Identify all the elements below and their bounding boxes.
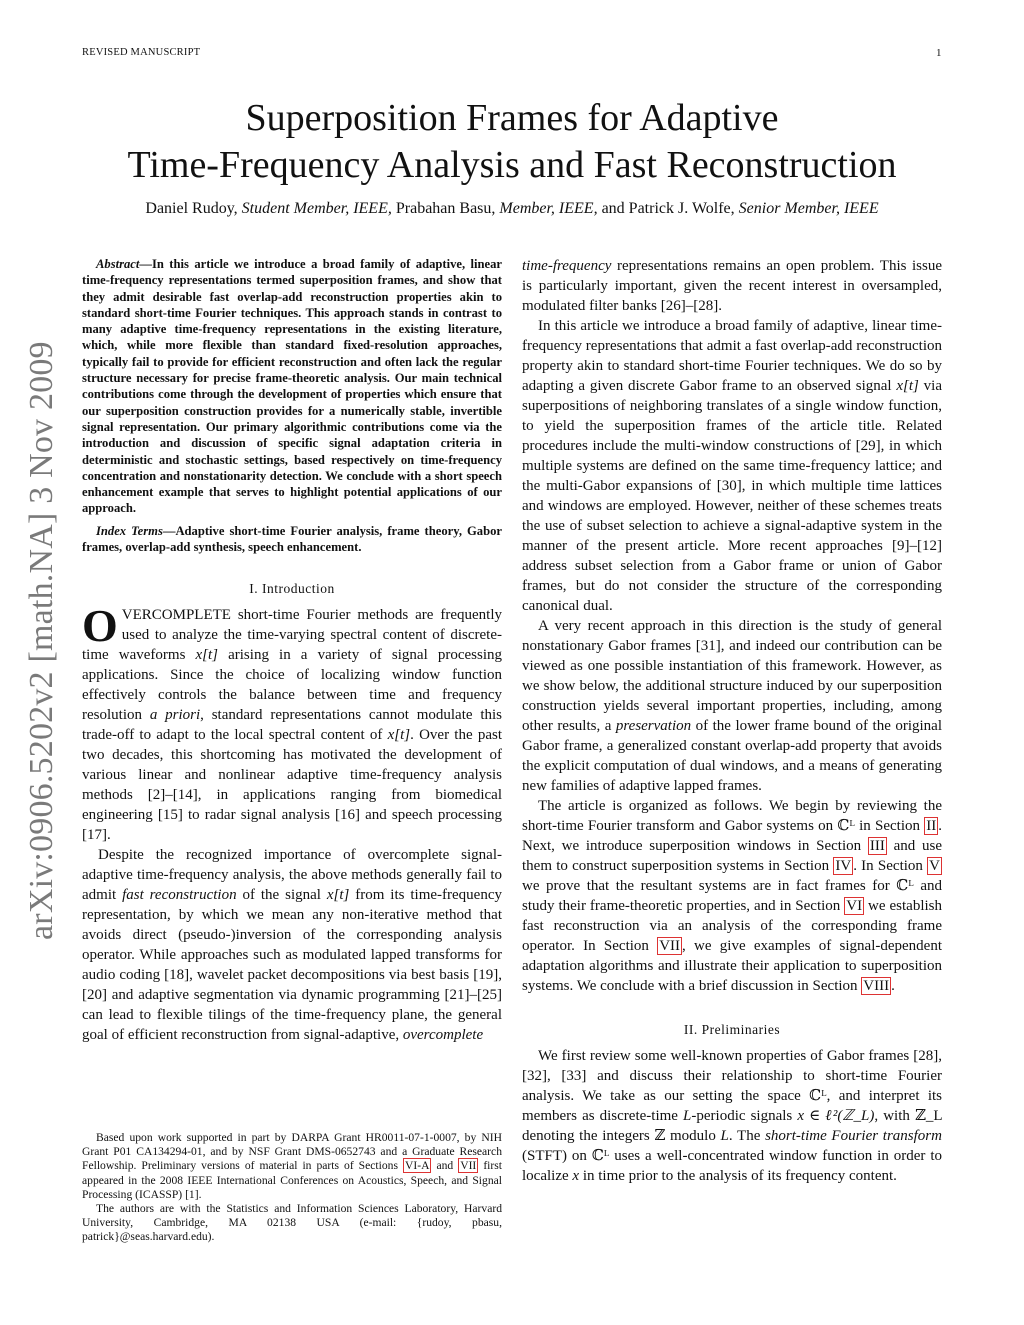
text-run: and study their frame-theoretic properties, and in Section bbox=[522, 878, 942, 914]
right-column bbox=[522, 256, 942, 1186]
section-link-VII[interactable]: VII bbox=[460, 1159, 477, 1173]
intro-paragraph-2 bbox=[82, 845, 502, 1045]
math-CL: ℂᴸ bbox=[809, 1088, 827, 1104]
math-x-t: x[t] bbox=[387, 727, 411, 744]
section-link-II[interactable]: II bbox=[926, 818, 937, 834]
math-x-in-l2: x ∈ ℓ²(ℤ_L) bbox=[797, 1108, 875, 1124]
emphasis: short-time Fourier transform bbox=[765, 1128, 942, 1144]
index-terms-lead: Index Terms bbox=[96, 523, 163, 538]
text-run: from its time-frequency representation, by which we mean any non-iterative method that avoids direct (pseudo-)inversion of the corresponding analysis operator. While approaches such as modulated lapped transforms for audio coding [18], wavelet packet decompositions via best basis [19], [20] and adaptive segmentation via dynamic programming [21]–[25] can lead to flexible tilings of the time-frequency plane, the general goal of efficient reconstruction from signal-adaptive, bbox=[82, 887, 502, 1044]
text-run: in time prior to the analysis of its frequency content. bbox=[579, 1168, 897, 1184]
author-3-role: Senior Member, IEEE bbox=[738, 200, 879, 217]
text-run: we prove that the resultant systems are in fact frames for bbox=[522, 878, 897, 894]
intro-paragraph-4 bbox=[522, 616, 942, 796]
author-2: Prabahan Basu, bbox=[395, 200, 496, 217]
text-run: (STFT) on bbox=[522, 1148, 592, 1164]
text-run: -periodic signals bbox=[691, 1108, 798, 1124]
footnotes bbox=[82, 1131, 502, 1245]
math-CL: ℂᴸ bbox=[896, 878, 914, 894]
text-run: modulo bbox=[665, 1128, 721, 1144]
math-x-t: x[t] bbox=[195, 647, 219, 664]
text-run: . Next, we introduce superposition windows in Section bbox=[522, 818, 942, 854]
text-run: first appeared in the 2008 IEEE International Conferences on Acoustics, Speech, and Signal Processing (ICASSP) [1]. bbox=[82, 1159, 502, 1201]
text-run: and bbox=[431, 1159, 459, 1173]
author-1: Daniel Rudoy, bbox=[145, 200, 238, 217]
emphasis: overcomplete bbox=[402, 1027, 484, 1044]
text-run: We first review some well-known properties of Gabor frames [28], [32], [33] and discuss their relationship to short-time Fourier analysis. We take as our setting the space bbox=[522, 1048, 942, 1104]
math-x-t: x[t] bbox=[896, 378, 919, 394]
text-run: Despite the recognized importance of overcomplete signal-adaptive time-frequency analysis, the above methods generally fail to admit bbox=[82, 847, 502, 904]
arxiv-stamp: arXiv:0906.5202v2 [math.NA] 3 Nov 2009 bbox=[23, 341, 60, 940]
intro-paragraph-2-cont bbox=[522, 256, 942, 316]
emphasis: preservation bbox=[615, 718, 692, 734]
author-3: and Patrick J. Wolfe, bbox=[601, 200, 735, 217]
math-Z: ℤ bbox=[654, 1128, 666, 1144]
text-run: of the lower frame bound of the original Gabor frame, a generalized constant overlap-add property that avoids the explicit computation of dual windows, and a means of generating new families of adaptive lapped frames. bbox=[522, 718, 943, 794]
text-run: in Section bbox=[854, 818, 925, 834]
left-column bbox=[82, 256, 502, 1045]
math-CL: ℂᴸ bbox=[591, 1148, 610, 1164]
text-run: . The bbox=[728, 1128, 766, 1144]
abstract-text: —In this article we introduce a broad family of adaptive, linear time-frequency representations termed superposition frames, and show that they admit desirable fast overlap-add reconstruction properties akin to standard short-time Fourier techniques. This approach stands in contrast to many adaptive time-frequency representations in the existing literature, which, while more flexible than standard fixed-resolution approaches, typically fail to provide for efficient reconstruction and often lack the regular structure necessary for precise frame-theoretic analysis. Our main technical contributions come through the development of properties which ensure that our superposition construction provides for a numerically stable, invertible signal representation. Our primary algorithmic contributions come via the introduction and discussion of specific signal adaptation criteria in deterministic and stochastic settings, based respectively on time-frequency concentration and nonstationarity detection. We conclude with a short speech enhancement example that serves to highlight potential applications of our approach. bbox=[82, 257, 502, 516]
text-run: A very recent approach in this direction is the study of general nonstationary Gabor frames [31], and indeed our contribution can be viewed as one possible instantiation of this framework. However, as we show below, the additional structure induced by our superposition construction yields several important properties, including, among other results, a bbox=[522, 618, 942, 734]
emphasis: fast reconstruction bbox=[122, 887, 237, 904]
index-terms bbox=[82, 523, 502, 556]
math-x-t: x[t] bbox=[326, 887, 350, 904]
author-line bbox=[60, 200, 964, 218]
section-link-VI-A[interactable]: VI-A bbox=[404, 1159, 430, 1173]
text-run: The article is organized as follows. We begin by reviewing the short-time Fourier transform and Gabor systems on bbox=[522, 798, 942, 834]
emphasis: a priori bbox=[149, 707, 201, 724]
text-run: arising in a variety of signal processing applications. Since the choice of localizing window function effectively controls the balance between time and frequency resolution bbox=[82, 647, 502, 724]
abstract bbox=[82, 256, 502, 517]
footnote-affiliation: The authors are with the Statistics and Information Sciences Laboratory, Harvard University, Cambridge, MA 02138 USA (e-mail: {rudoy, pbasu, patrick}@seas.harvard.edu). bbox=[82, 1202, 502, 1244]
author-1-role: Student Member, IEEE, bbox=[241, 200, 392, 217]
footnote-funding bbox=[82, 1131, 502, 1202]
section-link-VI[interactable]: VI bbox=[846, 898, 863, 914]
text-run: Based upon work supported in part by DARPA Grant HR0011-07-1-0007, by NIH Grant P01 CA134294-01, and by NSF Grant DMS-0652743 and a Graduate Research Fellowship. Preliminary versions of material in parts of Sections bbox=[82, 1131, 502, 1173]
page-number: 1 bbox=[936, 47, 942, 59]
running-header: REVISED MANUSCRIPT bbox=[82, 47, 201, 58]
text-run: via superpositions of neighboring translates of a single window function, to yield the superposition frames of the article title. Related procedures include the multi-window constructions of [29], in which multiple systems are defined on the same time-frequency lattice; and the multi-Gabor expansions of [30], in which multiple time lattices and windows are employed. However, neither of these schemes treats the use of subset selection to achieve a signal-adaptive system in the manner of the present article. More recent approaches [9]–[12] address subset selection from a Gabor frame or union of Gabor frames, but do not consider the structure of the corresponding canonical dual. bbox=[522, 378, 942, 614]
section-link-VII[interactable]: VII bbox=[659, 938, 681, 954]
section-link-IV[interactable]: IV bbox=[835, 858, 852, 874]
math-CL: ℂᴸ bbox=[837, 818, 855, 834]
text-run: representations remains an open problem. This issue is particularly important, given the recent interest in oversampled, modulated filter banks [26]–[28]. bbox=[522, 258, 942, 314]
drop-cap: O bbox=[82, 600, 118, 652]
intro-paragraph-3 bbox=[522, 316, 942, 616]
section-link-V[interactable]: V bbox=[929, 858, 941, 874]
text-run: VERCOMPLETE short-time Fourier methods are frequently used to analyze the time-varying spectral content of discrete-time waveforms bbox=[82, 607, 502, 664]
emphasis: time-frequency bbox=[522, 258, 612, 274]
text-run: . bbox=[891, 978, 895, 994]
title-line-2: Time-Frequency Analysis and Fast Reconstruction bbox=[127, 144, 897, 186]
preliminaries-paragraph-1 bbox=[522, 1046, 942, 1186]
section-link-VIII[interactable]: VIII bbox=[863, 978, 890, 994]
section-heading-preliminaries: II. Preliminaries bbox=[683, 1022, 781, 1037]
index-terms-text: —Adaptive short-time Fourier analysis, frame theory, Gabor frames, overlap-add synthesis, speech enhancement. bbox=[82, 523, 502, 555]
text-run: of the signal bbox=[236, 887, 327, 904]
text-run: and use them to construct superposition systems in Section bbox=[522, 838, 942, 874]
text-run: we establish fast reconstruction via an analysis of the corresponding frame operator. In Section bbox=[522, 898, 942, 954]
intro-paragraph-5 bbox=[522, 796, 942, 996]
text-run: denoting the integers bbox=[522, 1128, 655, 1144]
intro-paragraph-1 bbox=[82, 600, 503, 845]
text-run: , with bbox=[874, 1108, 915, 1124]
section-heading-introduction: I. Introduction bbox=[249, 581, 335, 597]
text-run: , we give examples of signal-dependent adaptation algorithms and illustrate their application to superposition systems. We conclude with a brief discussion in Section bbox=[522, 938, 943, 994]
text-run: uses a well-concentrated window function in order to localize bbox=[522, 1148, 943, 1184]
abstract-lead: Abstract bbox=[96, 257, 140, 271]
text-run: , and interpret its members as discrete-time bbox=[522, 1088, 943, 1124]
math-L: L bbox=[720, 1128, 729, 1144]
paper-title bbox=[0, 95, 1024, 189]
text-run: , standard representations cannot modulate this trade-off to adapt to the local spectral content of bbox=[82, 707, 503, 744]
math-ZL: ℤ_L bbox=[914, 1108, 943, 1124]
text-run: . In Section bbox=[853, 858, 928, 874]
title-line-1: Superposition Frames for Adaptive bbox=[245, 97, 779, 139]
text-run: In this article we introduce a broad family of adaptive, linear time-frequency representations that admit a fast overlap-add reconstruction property akin to standard short-time Fourier techniques. We do so by adapting a given discrete Gabor frame to an observed signal bbox=[522, 318, 942, 394]
text-run: . Over the past two decades, this shortcoming has motivated the development of various linear and nonlinear adaptive time-frequency analysis methods [2]–[14], in applications ranging from biomedical engineering [15] to radar signal analysis [16] and speech processing [17]. bbox=[82, 727, 502, 844]
author-2-role: Member, IEEE, bbox=[499, 200, 598, 217]
math-L: L bbox=[683, 1108, 692, 1124]
section-link-III[interactable]: III bbox=[869, 838, 885, 854]
math-x: x bbox=[572, 1168, 580, 1184]
